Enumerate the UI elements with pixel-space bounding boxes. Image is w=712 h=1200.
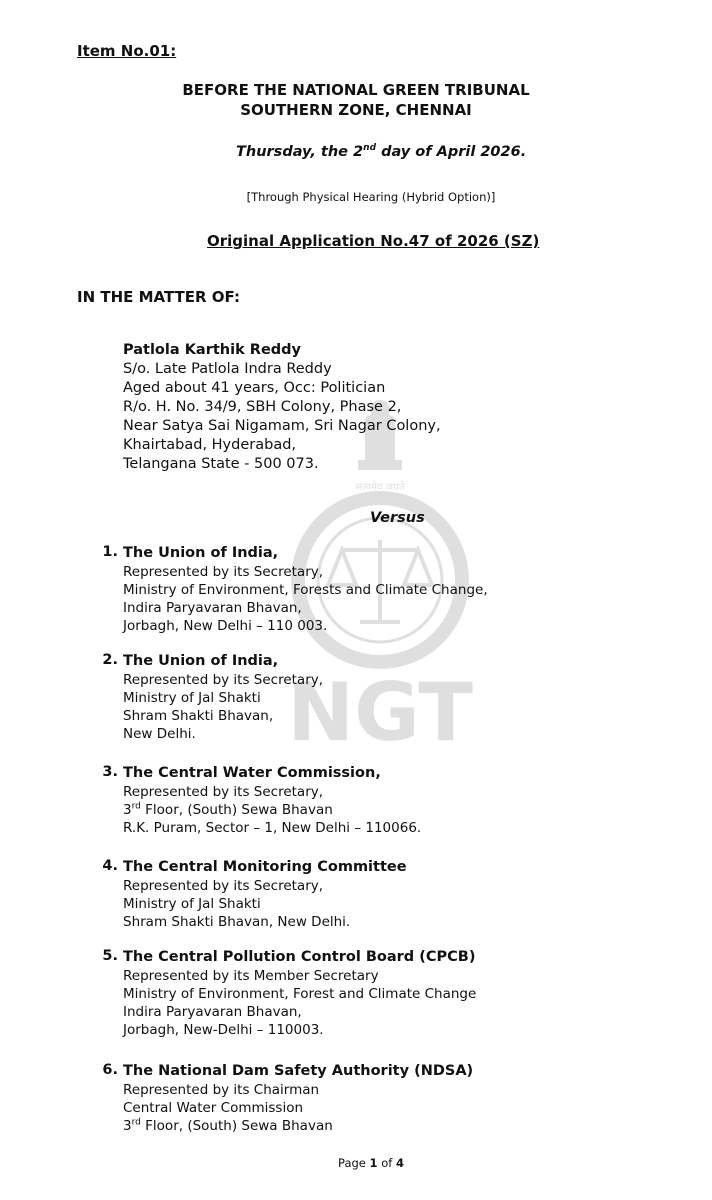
- respondent-3: [98, 764, 421, 837]
- applicant-name: Patlola Karthik Reddy: [123, 342, 301, 358]
- respondent-name: The Central Pollution Control Board (CPCB): [123, 949, 476, 965]
- respondent-6: [98, 1062, 473, 1135]
- court-name-line2: SOUTHERN ZONE, CHENNAI: [240, 101, 472, 119]
- applicant-block: [123, 341, 441, 474]
- applicant-line: R/o. H. No. 34/9, SBH Colony, Phase 2,: [123, 399, 402, 415]
- watermark-initials: NGT: [287, 666, 473, 759]
- respondent-name: The Central Monitoring Committee: [123, 859, 407, 875]
- page-footer: Page 1 of 4: [338, 1156, 404, 1170]
- in-the-matter-heading: IN THE MATTER OF:: [77, 288, 240, 306]
- application-number: Original Application No.47 of 2026 (SZ): [207, 232, 540, 250]
- respondent-line: Represented by its Member Secretary: [123, 968, 379, 984]
- respondent-line: Shram Shakti Bhavan, New Delhi.: [123, 914, 351, 930]
- respondent-number: 5.: [102, 948, 118, 964]
- item-number: Item No.01:: [77, 42, 177, 60]
- respondent-5: [98, 948, 476, 1039]
- applicant-line: Near Satya Sai Nigamam, Sri Nagar Colony,: [123, 418, 441, 434]
- hearing-date: Thursday, the 2nd day of April 2026.: [236, 143, 527, 160]
- respondent-line: Ministry of Jal Shakti: [123, 896, 261, 912]
- emblem-motto: सत्यमेव जयते: [355, 482, 405, 493]
- respondent-line: Represented by its Secretary,: [123, 672, 324, 688]
- respondent-line: Represented by its Secretary,: [123, 784, 324, 800]
- respondent-line: Ministry of Environment, Forest and Climate Change: [123, 986, 477, 1002]
- respondent-2: [98, 652, 323, 743]
- respondent-line: R.K. Puram, Sector – 1, New Delhi – 110066.: [123, 820, 422, 836]
- respondent-line: Indira Paryavaran Bhavan,: [123, 600, 302, 616]
- applicant-line: S/o. Late Patlola Indra Reddy: [123, 361, 332, 377]
- respondent-line: Represented by its Secretary,: [123, 878, 324, 894]
- respondent-name: The Union of India,: [123, 545, 279, 561]
- respondent-line: Shram Shakti Bhavan,: [123, 708, 274, 724]
- respondent-name: The National Dam Safety Authority (NDSA): [123, 1063, 474, 1079]
- respondent-4: [98, 858, 407, 931]
- respondent-number: 6.: [102, 1062, 118, 1078]
- respondent-number: 2.: [102, 652, 118, 668]
- respondent-number: 3.: [102, 764, 118, 780]
- respondent-line: Indira Paryavaran Bhavan,: [123, 1004, 302, 1020]
- respondent-line: Central Water Commission: [123, 1100, 304, 1116]
- respondent-line: New Delhi.: [123, 726, 196, 742]
- respondent-line: Ministry of Jal Shakti: [123, 690, 261, 706]
- respondent-line: Represented by its Secretary,: [123, 564, 324, 580]
- respondent-line: 3rd Floor, (South) Sewa Bhavan: [123, 1117, 333, 1134]
- respondent-line: Ministry of Environment, Forests and Climate Change,: [123, 582, 488, 598]
- respondent-name: The Union of India,: [123, 653, 279, 669]
- hearing-mode: [Through Physical Hearing (Hybrid Option)]: [246, 190, 496, 204]
- respondent-line: Represented by its Chairman: [123, 1082, 320, 1098]
- applicant-line: Khairtabad, Hyderabad,: [123, 437, 297, 453]
- applicant-line: Aged about 41 years, Occ: Politician: [123, 380, 386, 396]
- versus-label: Versus: [370, 510, 425, 526]
- respondent-number: 1.: [102, 544, 118, 560]
- respondent-1: [98, 544, 488, 635]
- applicant-line: Telangana State - 500 073.: [123, 456, 319, 472]
- respondent-line: 3rd Floor, (South) Sewa Bhavan: [123, 801, 333, 818]
- respondent-line: Jorbagh, New-Delhi – 110003.: [123, 1022, 324, 1038]
- respondent-name: The Central Water Commission,: [123, 765, 381, 781]
- court-name-line1: BEFORE THE NATIONAL GREEN TRIBUNAL: [182, 81, 530, 99]
- respondent-line: Jorbagh, New Delhi – 110 003.: [123, 618, 328, 634]
- respondent-number: 4.: [102, 858, 118, 874]
